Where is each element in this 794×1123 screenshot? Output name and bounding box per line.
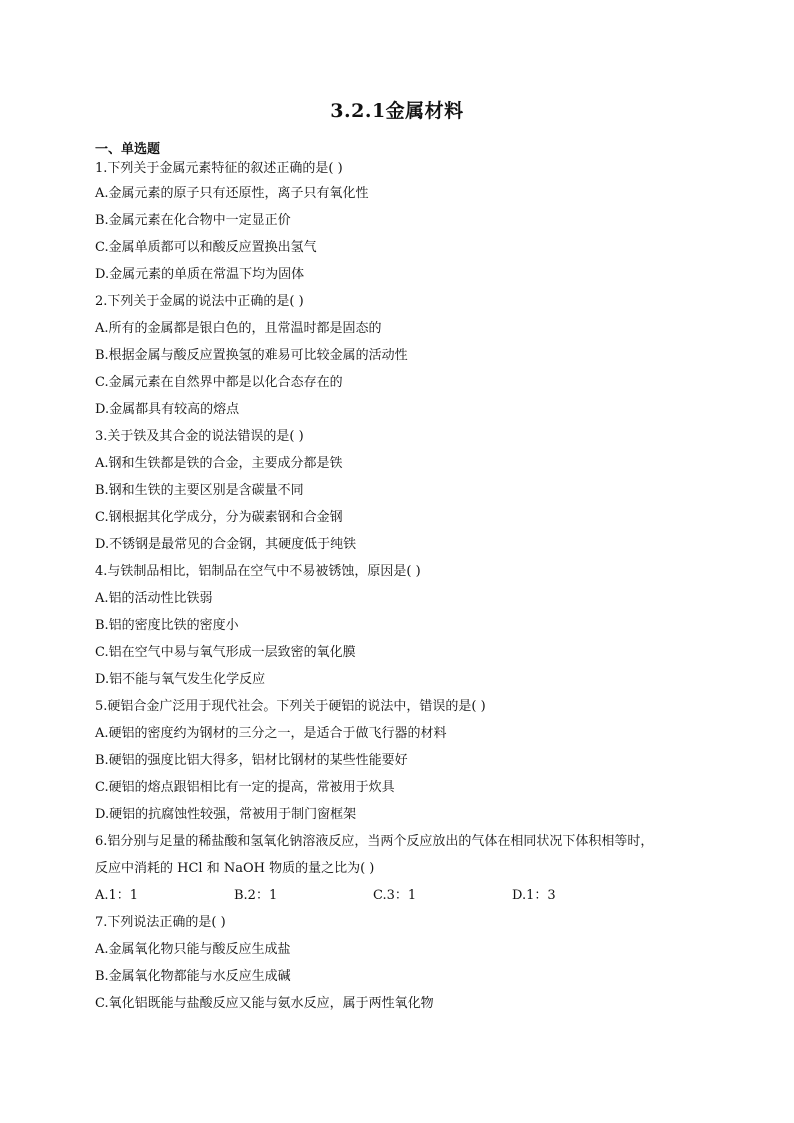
- question-stem-line-1: 6.铝分别与足量的稀盐酸和氢氧化钠溶液反应，当两个反应放出的气体在相同状况下体积相等时，: [95, 834, 654, 849]
- option-a: A.铝的活动性比铁弱: [95, 591, 213, 606]
- option-d: D.1：3: [512, 888, 556, 903]
- question-stem: 2.下列关于金属的说法中正确的是( ): [95, 294, 304, 309]
- question-stem: 4.与铁制品相比，铝制品在空气中不易被锈蚀，原因是( ): [95, 564, 421, 579]
- question-2: [95, 288, 705, 423]
- question-3: [95, 423, 705, 558]
- option-a: A.金属氧化物只能与酸反应生成盐: [95, 942, 291, 957]
- option-a: A.1：1: [95, 888, 139, 903]
- option-d: D.不锈钢是最常见的合金钢，其硬度低于纯铁: [95, 537, 357, 552]
- question-1: [95, 158, 705, 288]
- question-5: [95, 693, 705, 828]
- option-c: C.3：1: [373, 888, 417, 903]
- option-b: B.硬铝的强度比铝大得多，铝材比钢材的某些性能要好: [95, 753, 408, 768]
- option-b: B.铝的密度比铁的密度小: [95, 618, 239, 633]
- question-stem-line-2: 反应中消耗的 HCl 和 NaOH 物质的量之比为( ): [95, 861, 375, 876]
- option-a: A.所有的金属都是银白色的，且常温时都是固态的: [95, 321, 382, 336]
- option-c: C.硬铝的熔点跟铝相比有一定的提高，常被用于炊具: [95, 780, 395, 795]
- question-7: [95, 909, 705, 1017]
- question-stem: 1.下列关于金属元素特征的叙述正确的是( ): [95, 161, 343, 176]
- question-4: [95, 558, 705, 693]
- section-heading: 一、单选题: [95, 142, 161, 157]
- question-stem: 3.关于铁及其合金的说法错误的是( ): [95, 429, 304, 444]
- option-b: B.钢和生铁的主要区别是含碳量不同: [95, 483, 304, 498]
- option-c: C.金属元素在自然界中都是以化合态存在的: [95, 375, 343, 390]
- option-a: A.硬铝的密度约为钢材的三分之一，是适合于做飞行器的材料: [95, 726, 447, 741]
- option-b: B.根据金属与酸反应置换氢的难易可比较金属的活动性: [95, 348, 408, 363]
- document-title: 3.2.1金属材料: [330, 100, 464, 122]
- option-b: B.金属元素在化合物中一定显正价: [95, 213, 291, 228]
- option-b: B.2：1: [234, 888, 278, 903]
- question-stem: 7.下列说法正确的是( ): [95, 915, 226, 930]
- question-list: [95, 142, 705, 1017]
- option-b: B.金属氧化物都能与水反应生成碱: [95, 969, 291, 984]
- question-stem: 5.硬铝合金广泛用于现代社会。下列关于硬铝的说法中，错误的是( ): [95, 699, 486, 714]
- option-a: A.钢和生铁都是铁的合金，主要成分都是铁: [95, 456, 343, 471]
- option-d: D.金属元素的单质在常温下均为固体: [95, 267, 305, 282]
- option-d: D.铝不能与氧气发生化学反应: [95, 672, 266, 687]
- option-a: A.金属元素的原子只有还原性，离子只有氧化性: [95, 186, 369, 201]
- option-c: C.钢根据其化学成分，分为碳素钢和合金钢: [95, 510, 343, 525]
- option-c: C.氧化铝既能与盐酸反应又能与氨水反应，属于两性氧化物: [95, 996, 434, 1011]
- options-row: [95, 882, 705, 909]
- question-6: [95, 828, 705, 909]
- option-c: C.金属单质都可以和酸反应置换出氢气: [95, 240, 317, 255]
- option-d: D.金属都具有较高的熔点: [95, 402, 240, 417]
- option-d: D.硬铝的抗腐蚀性较强，常被用于制门窗框架: [95, 807, 357, 822]
- option-c: C.铝在空气中易与氧气形成一层致密的氧化膜: [95, 645, 356, 660]
